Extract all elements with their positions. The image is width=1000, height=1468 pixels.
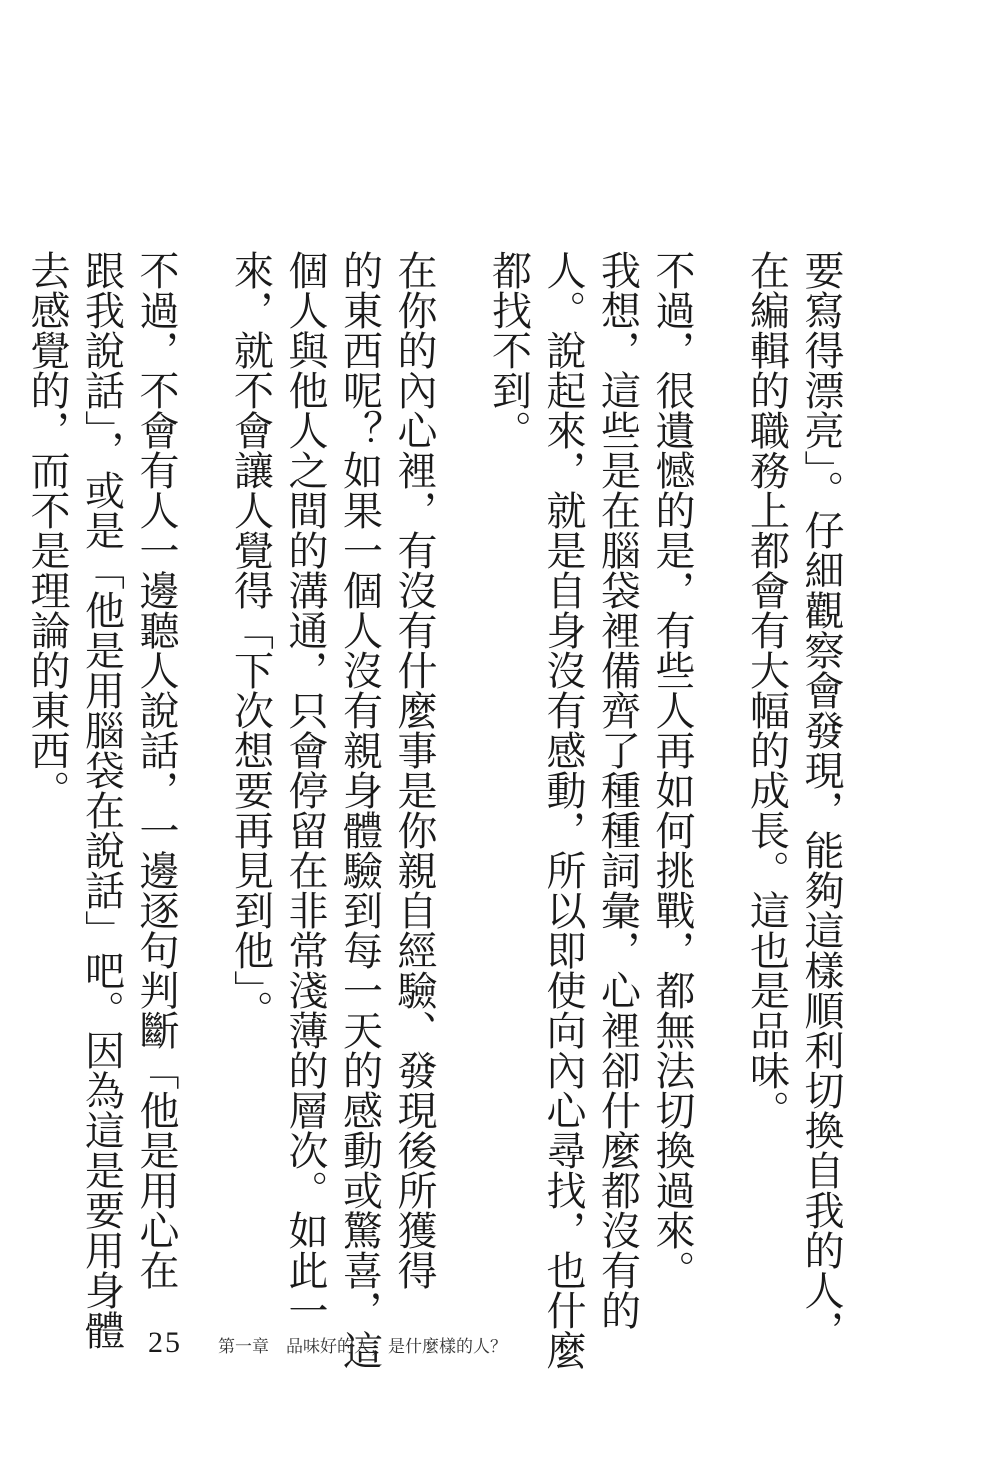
page-number: 25 bbox=[148, 1326, 182, 1359]
text-line: 不過，很遺憾的是，有些人再如何挑戰，都無法切換過來。 bbox=[649, 250, 695, 1290]
text-line: 來，就不會讓人覺得「下次想要再見到他」。 bbox=[227, 250, 274, 1030]
text-line: 在你的內心裡，有沒有什麼事是你親自經驗、發現後所獲得 bbox=[391, 250, 437, 1290]
text-line: 在編輯的職務上都會有大幅的成長。這也是品味。 bbox=[743, 250, 790, 1130]
text-line: 的東西呢？如果一個人沒有親身體驗到每一天的感動或驚喜，這 bbox=[336, 250, 383, 1370]
text-line: 我想，這些是在腦袋裡備齊了種種詞彙，心裡卻什麼都沒有的 bbox=[594, 250, 641, 1330]
text-line: 不過，不會有人一邊聽人說話，一邊逐句判斷「他是用心在 bbox=[133, 250, 179, 1290]
text-line: 去感覺的，而不是理論的東西。 bbox=[24, 250, 70, 810]
text-line: 要寫得漂亮」。仔細觀察會發現，能夠這樣順利切換自我的人， bbox=[798, 250, 844, 1350]
text-line: 跟我說話」，或是「他是用腦袋在說話」吧。因為這是要用身體 bbox=[78, 250, 125, 1350]
text-line: 人。說起來，就是自身沒有感動，所以即使向內心尋找，也什麼 bbox=[540, 250, 586, 1370]
text-line: 個人與他人之間的溝通，只會停留在非常淺薄的層次。如此一 bbox=[282, 250, 328, 1330]
page-footer bbox=[148, 1326, 507, 1360]
running-head: 第一章 品味好的人，是什麼樣的人？ bbox=[218, 1337, 507, 1357]
text-line: 都找不到。 bbox=[485, 250, 532, 450]
